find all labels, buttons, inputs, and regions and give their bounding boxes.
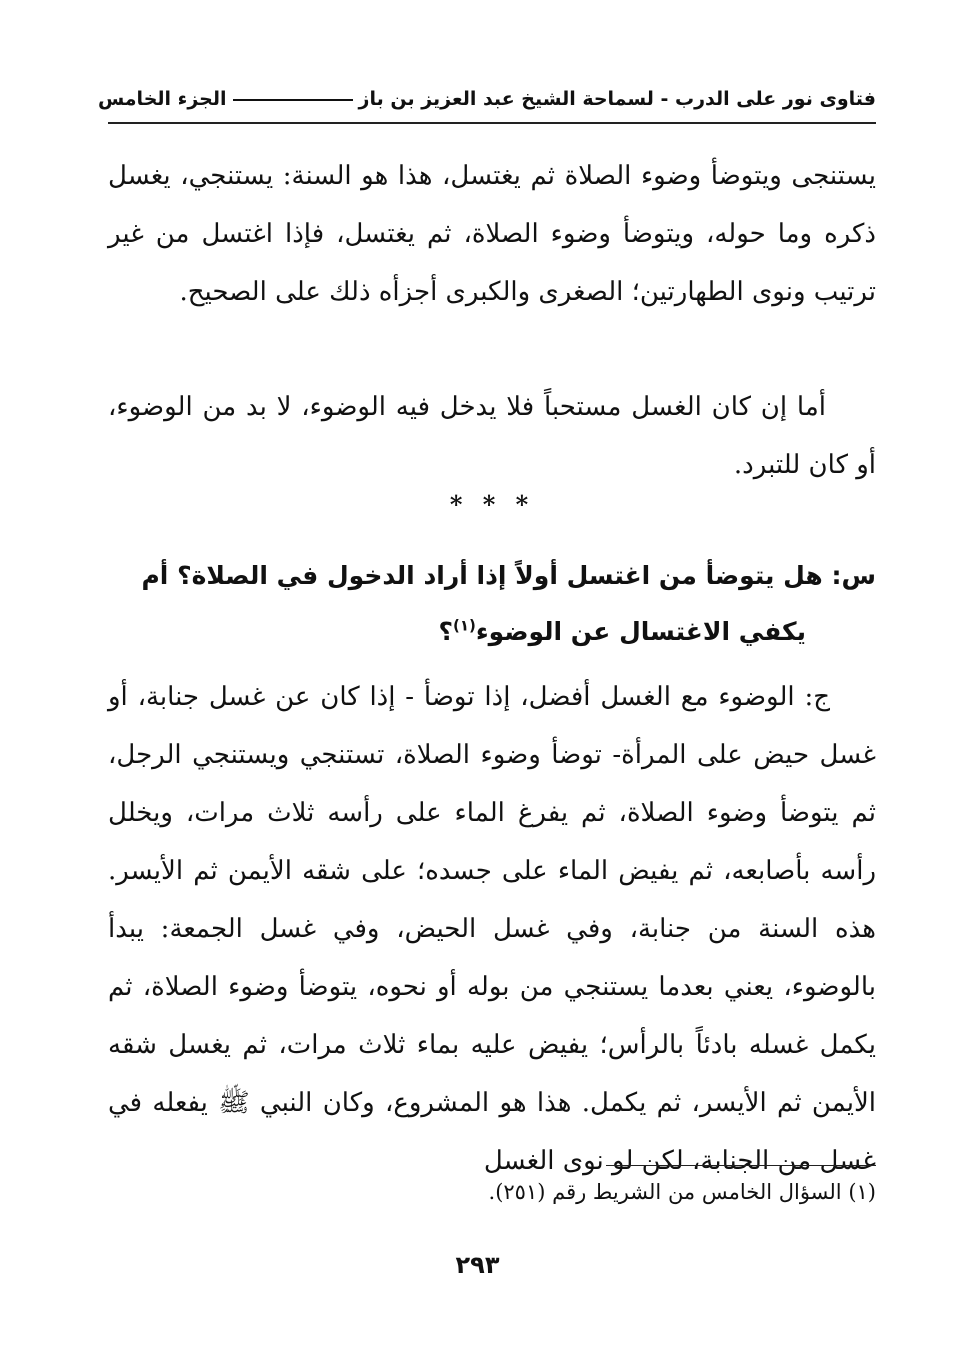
paragraph-2: أما إن كان الغسل مستحباً فلا يدخل فيه الوضوء، لا بد من الوضوء، أو كان للتبرد. [108, 392, 876, 480]
header-rule [233, 99, 353, 101]
header-book-title: فتاوى نور على الدرب - لسماحة الشيخ عبد العزيز بن باز [358, 88, 876, 110]
footnote-reference: (١) [452, 616, 476, 635]
footnote-divider [606, 1165, 876, 1166]
question-text: هل يتوضأ من اغتسل أولاً إذا أراد الدخول في الصلاة؟ أم يكفي الاغتسال عن الوضوء [141, 561, 823, 646]
header-divider [108, 122, 876, 124]
section-separator: * * * [449, 490, 535, 519]
running-header [97, 84, 876, 114]
question-block [108, 548, 876, 660]
question-end-mark: ؟ [438, 617, 453, 646]
footnote: (١) السؤال الخامس من الشريط رقم (٢٥١). [488, 1180, 876, 1204]
page-number: ٢٩٣ [455, 1251, 500, 1279]
paragraph-1: يستنجى ويتوضأ وضوء الصلاة ثم يغتسل، هذا هو السنة: يستنجي، يغسل ذكره وما حوله، ويتوضأ وضوء الصلاة، ثم يغتسل، فإذا اغتسل من غير ترتيب ونوى الطهارتين؛ الصغرى والكبرى أجزأه ذلك على الصحيح. [108, 161, 876, 307]
question-label: س: [831, 561, 876, 590]
header-part: الجزء الخامس [97, 88, 227, 110]
answer-paragraph: ج: الوضوء مع الغسل أفضل، إذا توضأ - إذا كان عن غسل جنابة، أو غسل حيض على المرأة- توضأ وضوء الصلاة، تستنجي ويستنجي الرجل، ثم يتوضأ وضوء الصلاة، ثم يفرغ الماء على رأسه ثلاث مرات، ويخلل رأسه بأصابعه، ثم يفيض الماء على جسده؛ على شقه الأيمن ثم الأيسر. هذه السنة من جنابة، وفي غسل الحيض، وفي غسل الجمعة: يبدأ بالوضوء، يعني بعدما يستنجي من بوله أو نحوه، يتوضأ وضوء الصلاة، ثم يكمل غسله بادئاً بالرأس؛ يفيض عليه بماء ثلاث مرات، ثم يغسل شقه الأيمن ثم الأيسر، ثم يكمل. هذا هو المشروع، وكان النبي ﷺ يفعله في غسل من الجنابة، لكن لو نوى الغسل [108, 682, 877, 1176]
